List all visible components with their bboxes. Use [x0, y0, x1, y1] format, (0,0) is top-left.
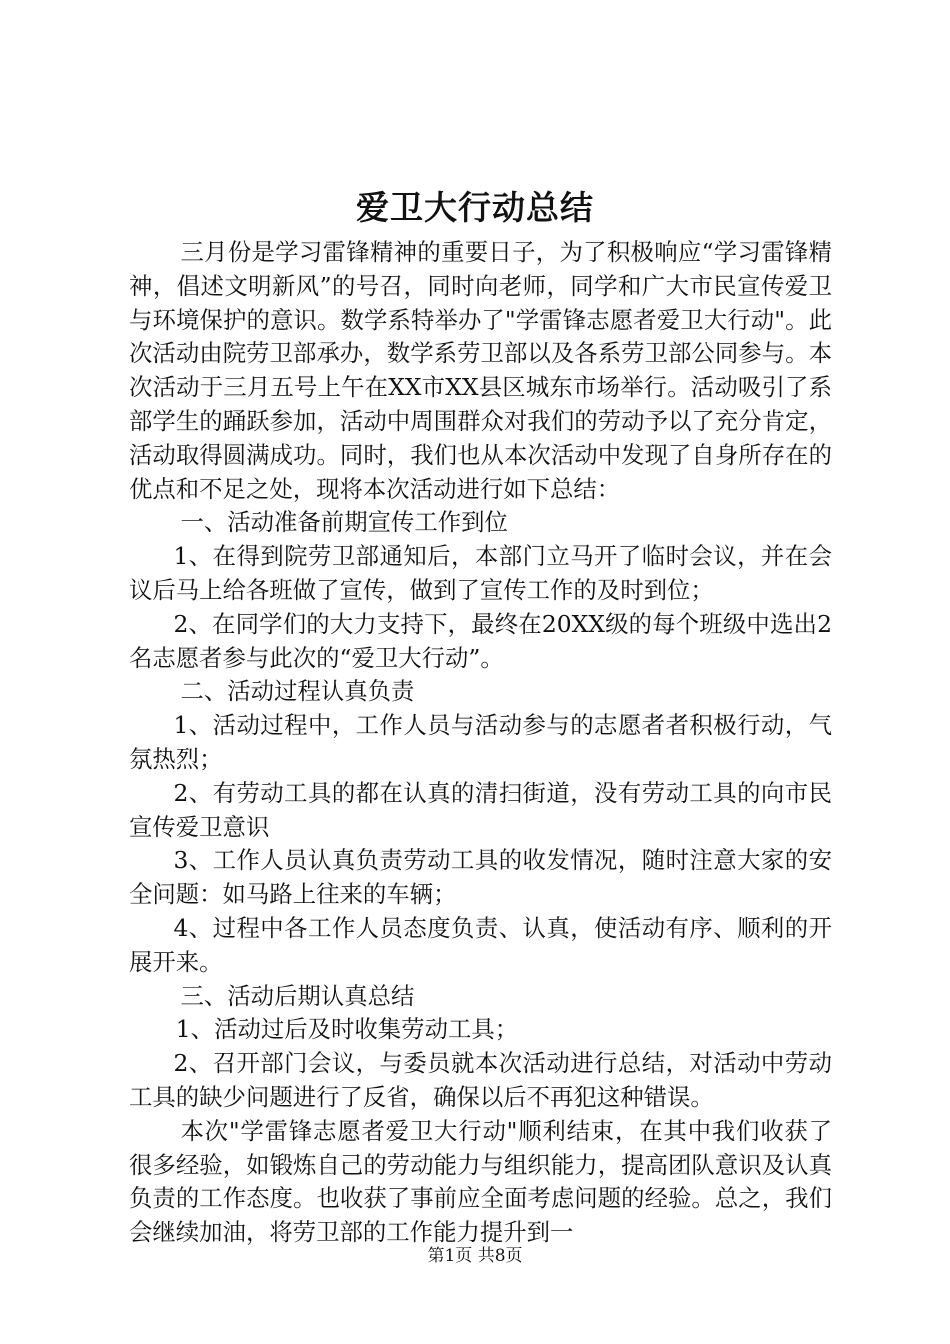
list-item: 1、活动过后及时收集劳动工具；	[175, 1015, 519, 1044]
document-title: 爱卫大行动总结	[356, 188, 594, 227]
list-item: 1、活动过程中，工作人员与活动参与的志愿者者积极行动，气氛热烈；	[129, 711, 832, 773]
list-item: 2、在同学们的大力支持下，最终在20XX级的每个班级中选出2名志愿者参与此次的“爱卫大行动”。	[129, 609, 832, 672]
section-heading-1: 一、活动准备前期宣传工作到位	[180, 508, 508, 537]
intro-paragraph: 三月份是学习雷锋精神的重要日子，为了积极响应“学习雷锋精神，倡述文明新风”的号召，同时向老师，同学和广大市民宣传爱卫与环境保护的意识。数学系特举办了"学雷锋志愿者爱卫大行动"。此次活动由院劳卫部承办，数学系劳卫部以及各系劳卫部公同参与。本次活动于三月五号上午在XX市XX县区城东市场举行。活动吸引了系部学生的踊跃参加，活动中周围群众对我们的劳动予以了充分肯定，活动取得圆满成功。同时，我们也从本次活动中发现了自身所存在的优点和不足之处，现将本次活动进行如下总结：	[129, 238, 832, 503]
list-item: 4、过程中各工作人员态度负责、认真，使活动有序、顺利的开展开来。	[129, 913, 832, 976]
document-body	[129, 236, 832, 1250]
closing-paragraph: 本次"学雷锋志愿者爱卫大行动"顺利结束，在其中我们收获了很多经验，如锻炼自己的劳动能力与组织能力，提高团队意识及认真负责的工作态度。也收获了事前应全面考虑问题的经验。总之，我们会继续加油，将劳卫部的工作能力提升到一	[129, 1116, 832, 1247]
list-item: 2、有劳动工具的都在认真的清扫街道，没有劳动工具的向市民宣传爱卫意识	[129, 778, 832, 841]
list-item: 1、在得到院劳卫部通知后，本部门立马开了临时会议，并在会议后马上给各班做了宣传，做到了宣传工作的及时到位；	[129, 542, 832, 604]
section-heading-3: 三、活动后期认真总结	[180, 981, 415, 1010]
list-item: 2、召开部门会议，与委员就本次活动进行总结，对活动中劳动工具的缺少问题进行了反省，确保以后不再犯这种错误。	[129, 1049, 832, 1111]
page-indicator: 第1页 共8页	[427, 1246, 523, 1266]
list-item: 3、工作人员认真负责劳动工具的收发情况，随时注意大家的安全问题：如马路上往来的车辆；	[129, 846, 832, 909]
section-heading-2: 二、活动过程认真负责	[180, 677, 415, 706]
